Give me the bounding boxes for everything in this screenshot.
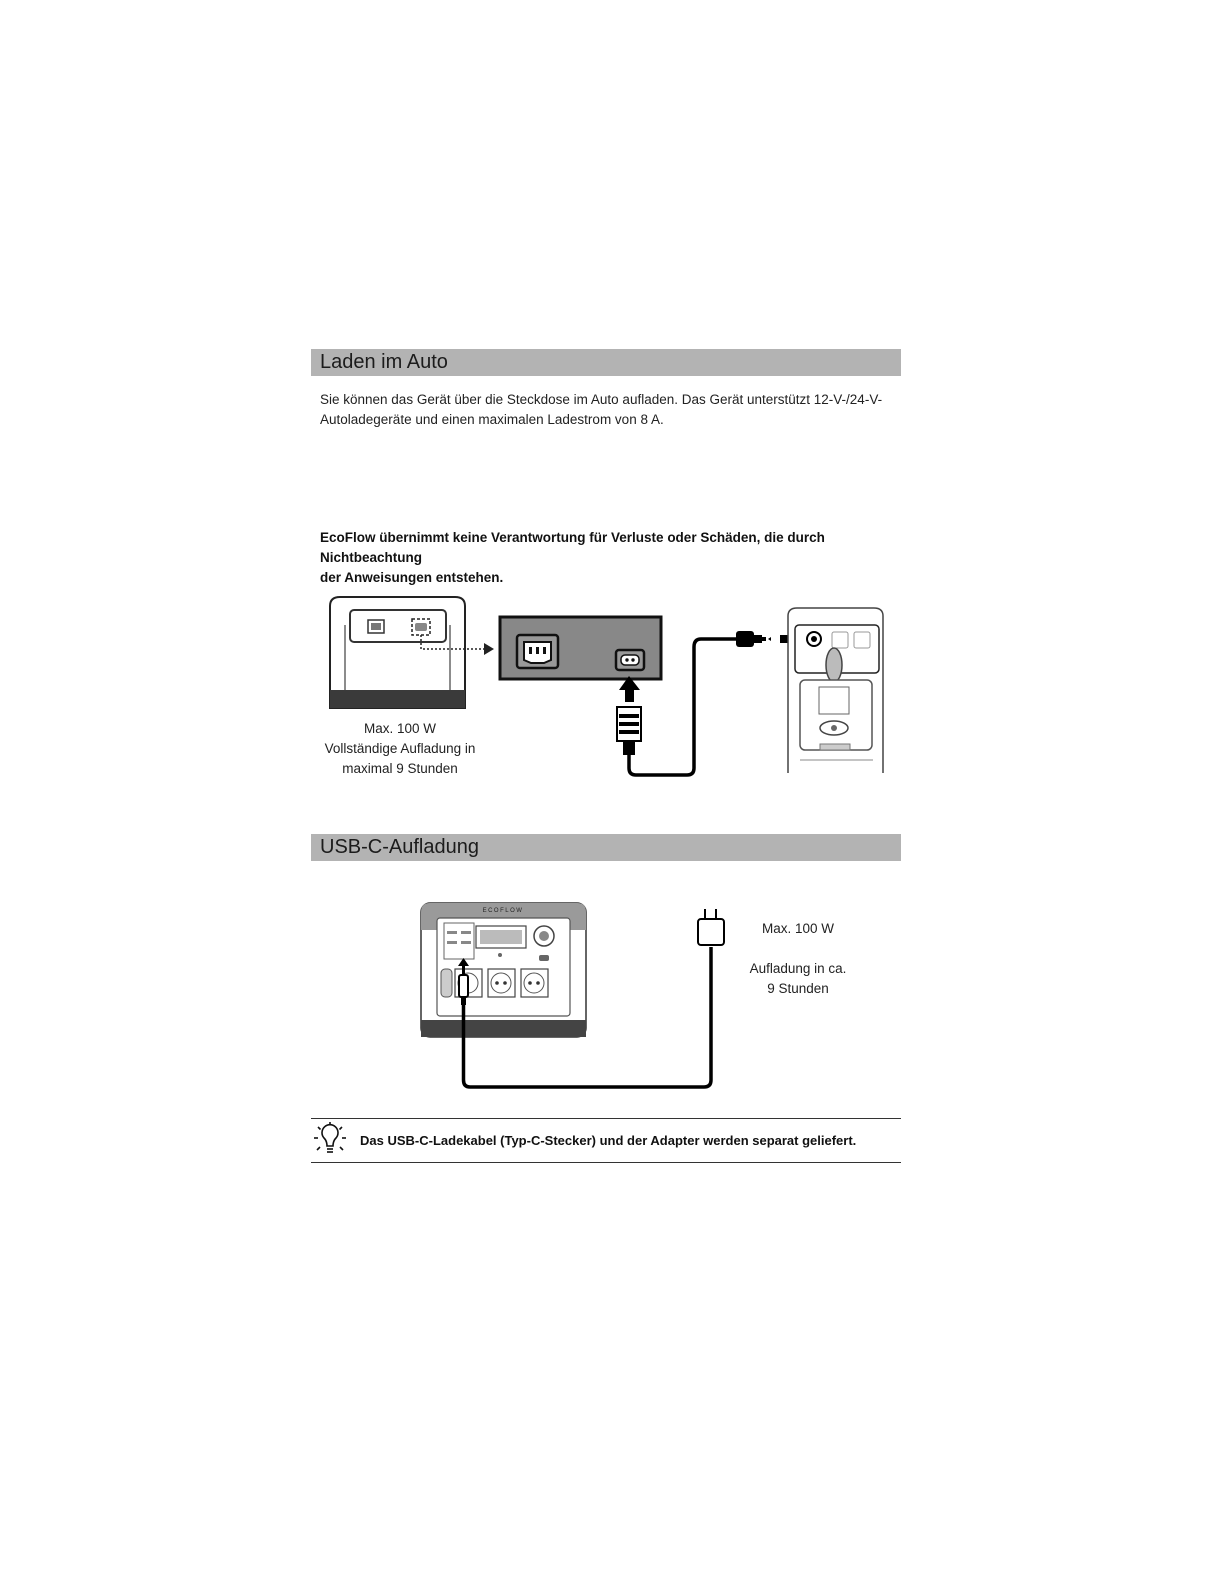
section-title: Laden im Auto (320, 351, 448, 373)
intro-line-1: Sie können das Gerät über die Steckdose im Auto aufladen. Das Gerät unterstützt 12-V-/24-V- (320, 392, 883, 407)
usb-c-adapter-icon (698, 909, 724, 945)
lightbulb-icon (314, 1122, 346, 1152)
warning-line-1: EcoFlow übernimmt keine Verantwortung für Verluste oder Schäden, die durch Nichtbeachtung (320, 530, 825, 565)
brand-label: ECOFLOW (482, 908, 524, 914)
note-text: Das USB-C-Ladekabel (Typ-C-Stecker) und der Adapter werden separat geliefert. (360, 1133, 857, 1148)
section-title: USB-C-Aufladung (320, 836, 479, 858)
caption-line: 9 Stunden (767, 981, 829, 996)
caption-line: maximal 9 Stunden (342, 761, 458, 776)
power-station-front-illustration (421, 903, 586, 1037)
note-bottom-rule (311, 1162, 901, 1163)
caption-line: Vollständige Aufladung in (324, 741, 476, 756)
caption-line: Max. 100 W (363, 721, 437, 736)
caption-line: Aufladung in ca. (749, 961, 847, 976)
warning-line-2: der Anweisungen entstehen. (320, 570, 504, 585)
caption-line: Max. 100 W (761, 921, 835, 936)
intro-line-2: Autoladegeräte und einen maximalen Ladestrom von 8 A. (320, 412, 664, 427)
note-top-rule (311, 1118, 901, 1119)
usb-c-caption (730, 919, 866, 999)
